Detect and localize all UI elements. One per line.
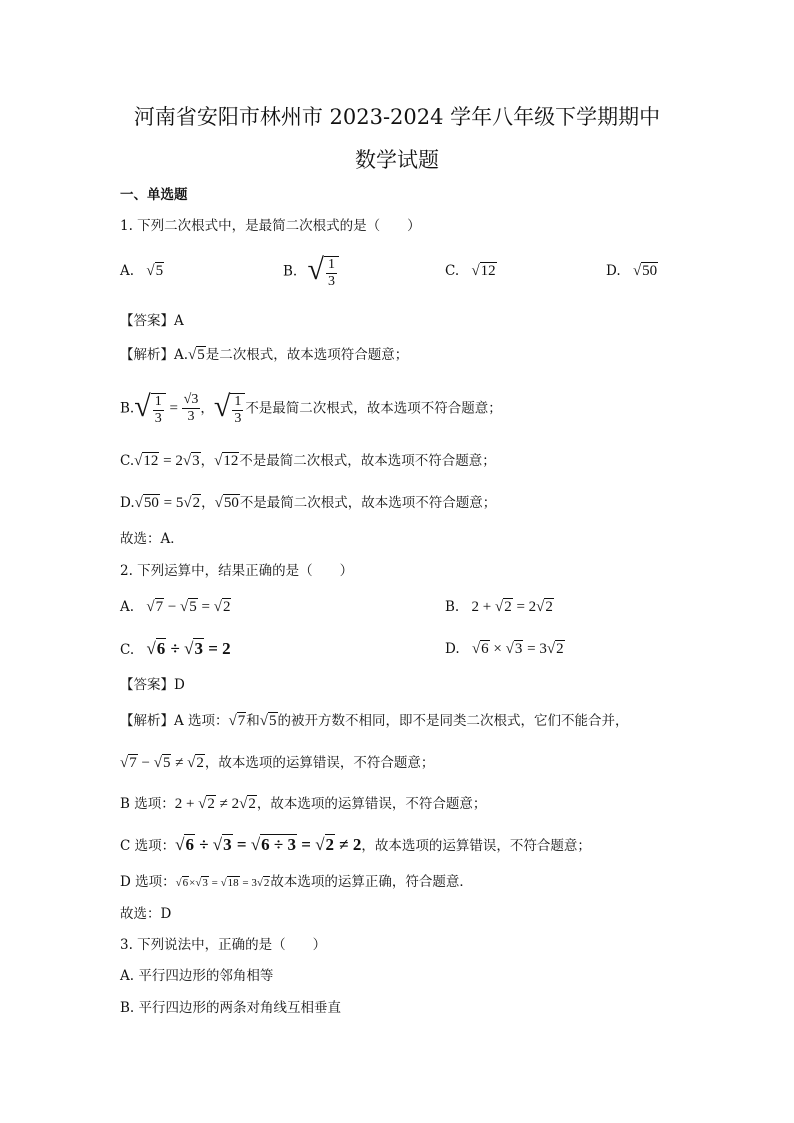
radicand: 50 xyxy=(143,495,159,511)
equation: = 5 xyxy=(163,495,184,511)
analysis-prefix: B 选项： xyxy=(120,796,175,812)
q2-stem: 2. 下列运算中，结果正确的是（ ） xyxy=(120,563,354,579)
q1-option-d: D. √50 xyxy=(606,263,658,279)
analysis-text: ，故本选项的运算错误，不符合题意； xyxy=(256,796,487,812)
q2-option-c: C. √6 ÷ √3 = 2 xyxy=(120,639,231,658)
q2-analysis-a2: √7 − √5 ≠ √2，故本选项的运算错误，不符合题意； xyxy=(120,755,435,771)
q1-answer: 【答案】A xyxy=(120,313,184,329)
analysis-prefix: B. xyxy=(120,400,135,417)
option-letter: A. xyxy=(120,263,135,279)
q1-stem: 1. 下列二次根式中，是最简二次根式的是（ ） xyxy=(120,218,421,234)
analysis-text: 的被开方数不相同，即不是同类二次根式，它们不能合并， xyxy=(277,713,629,729)
q2-answer: 【答案】D xyxy=(120,677,185,693)
section-heading: 一、单选题 xyxy=(120,187,188,203)
q3-option-b: B. 平行四边形的两条对角线互相垂直 xyxy=(120,1000,342,1016)
fraction-den: 3 xyxy=(234,411,242,426)
q1-analysis-a: 【解析】A.√5是二次根式，故本选项符合题意； xyxy=(120,347,409,363)
option-letter: D. xyxy=(445,641,460,657)
q3-stem: 3. 下列说法中，正确的是（ ） xyxy=(120,937,327,953)
radicand: 50 xyxy=(223,495,239,511)
q1-option-b: B. √ $\frac{1}{3}$ xyxy=(283,253,339,290)
analysis-text: 不是最简二次根式，故本选项不符合题意； xyxy=(239,495,497,511)
title-line-1: 河南省安阳市林州市 2023-2024 学年八年级下学期期中 xyxy=(133,105,661,129)
radicand: 12 xyxy=(480,263,496,279)
option-letter: B. xyxy=(283,263,298,280)
q2-analysis-d: D 选项：√6×√3 = √18 = 3√2故本选项的运算正确，符合题意． xyxy=(120,874,473,890)
fraction-den: 3 xyxy=(327,274,335,289)
fraction-den: 3 xyxy=(154,411,162,426)
q1-option-c: C. √12 xyxy=(445,263,496,279)
q2-analysis-b: B 选项：2 + √2 ≠ 2√2，故本选项的运算错误，不符合题意； xyxy=(120,796,487,812)
title-line-2: 数学试题 xyxy=(355,148,439,172)
option-letter: C. xyxy=(445,263,460,279)
radicand: 50 xyxy=(642,263,658,279)
option-letter: B. xyxy=(445,599,460,615)
q2-option-b: B. 2 + √2 = 2√2 xyxy=(445,599,553,615)
radicand: 2 xyxy=(192,495,201,511)
fraction-num: 1 xyxy=(234,394,242,409)
analysis-text: ，故本选项的运算错误，不符合题意； xyxy=(204,755,435,771)
radicand: 5 xyxy=(197,347,205,363)
analysis-text: 故本选项的运算正确，符合题意． xyxy=(270,874,473,890)
analysis-text: 不是最简二次根式，故本选项不符合题意； xyxy=(239,453,496,469)
option-letter: D. xyxy=(606,263,621,279)
q1-choose: 故选：A． xyxy=(120,531,184,547)
q1-analysis-c: C.√12 = 2√3，√12不是最简二次根式，故本选项不符合题意； xyxy=(120,453,496,469)
fraction-num: 1 xyxy=(154,394,162,409)
option-letter: C. xyxy=(120,642,135,658)
fraction-num: √3 xyxy=(183,392,199,407)
q2-analysis-a1: 【解析】A 选项：√7和√5的被开方数不相同，即不是同类二次根式，它们不能合并， xyxy=(120,713,629,729)
radicand: 5 xyxy=(155,263,164,279)
q3-option-a: A. 平行四边形的邻角相等 xyxy=(120,968,274,984)
analysis-text: 不是最简二次根式，故本选项不符合题意； xyxy=(245,400,502,417)
q1-analysis-d: D.√50 = 5√2，√50不是最简二次根式，故本选项不符合题意； xyxy=(120,495,497,511)
q1-analysis-b: B. √ $\frac{1}{3}$ = $\frac{√3}{3}$ ， √ $\frac{1}{3}$ 不是最简二次根式，故本选项不符合题意； xyxy=(120,390,502,426)
analysis-prefix: D. xyxy=(120,495,135,511)
q2-option-a: A. √7 − √5 = √2 xyxy=(120,599,231,615)
analysis-text: 是二次根式，故本选项符合题意； xyxy=(205,347,409,363)
conjunction: 和 xyxy=(246,713,260,729)
analysis-label: 【解析】A 选项： xyxy=(120,713,229,729)
q1-option-a: A. √5 xyxy=(120,263,164,279)
radicand: 12 xyxy=(223,453,239,469)
fraction-den: 3 xyxy=(187,409,195,424)
equation: = 2 xyxy=(163,453,183,469)
analysis-prefix: C. xyxy=(120,453,135,469)
analysis-label: 【解析】A. xyxy=(120,347,189,363)
analysis-prefix: C 选项： xyxy=(120,838,176,854)
analysis-text: ，故本选项的运算错误，不符合题意； xyxy=(361,838,591,854)
radicand: 12 xyxy=(143,453,159,469)
option-letter: A. xyxy=(120,599,135,615)
radicand: 3 xyxy=(192,453,200,469)
analysis-prefix: D 选项： xyxy=(120,874,176,890)
fraction-num: 1 xyxy=(327,257,335,272)
q2-option-d: D. √6 × √3 = 3√2 xyxy=(445,641,564,657)
q2-choose: 故选：D xyxy=(120,906,172,922)
q2-analysis-c: C 选项：√6 ÷ √3 = √6 ÷ 3 = √2 ≠ 2，故本选项的运算错误，不符合题意； xyxy=(120,835,591,854)
